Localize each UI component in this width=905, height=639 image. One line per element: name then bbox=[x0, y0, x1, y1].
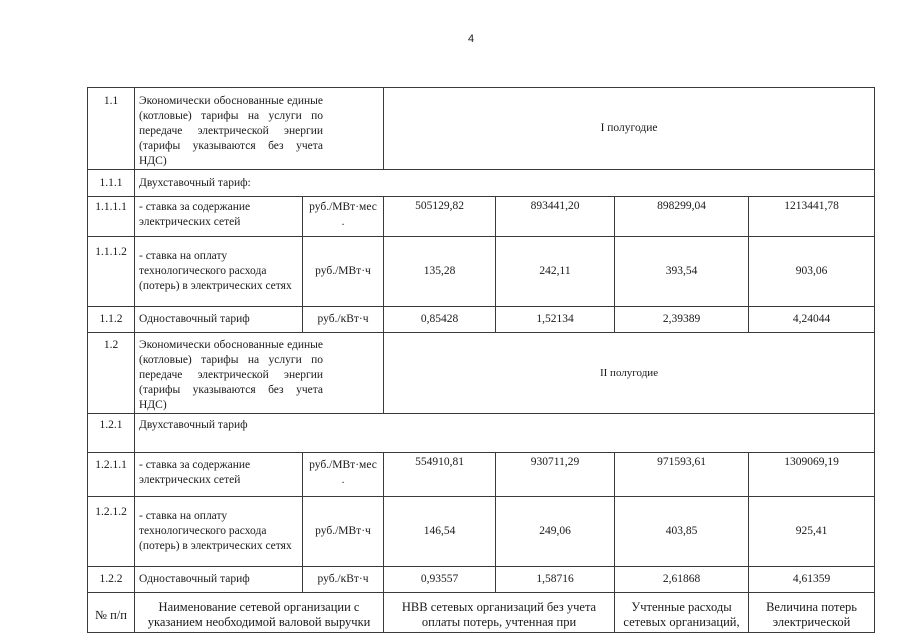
row-number: 1.2.2 bbox=[88, 567, 135, 593]
header-losses: Величина потерь электрической bbox=[749, 593, 875, 633]
value-cell: 4,24044 bbox=[749, 307, 875, 333]
row-name: Двухставочный тариф bbox=[135, 414, 875, 453]
row-number: 1.2.1.2 bbox=[88, 497, 135, 567]
table-row bbox=[88, 197, 875, 237]
row-number: 1.2.1.1 bbox=[88, 453, 135, 497]
table-row bbox=[88, 414, 875, 453]
value-cell: 146,54 bbox=[384, 497, 496, 567]
row-name: - ставка за содержание электрических сетей bbox=[135, 453, 303, 497]
page-number: 4 bbox=[467, 33, 475, 45]
period-label: I полугодие bbox=[384, 88, 875, 170]
table-row bbox=[88, 567, 875, 593]
table-row bbox=[88, 453, 875, 497]
table-row bbox=[88, 170, 875, 197]
value-cell: 242,11 bbox=[496, 237, 615, 307]
header-org-name: Наименование сетевой организации с указанием необходимой валовой выручки bbox=[135, 593, 384, 633]
row-name: Двухставочный тариф: bbox=[135, 170, 875, 197]
value-cell: 403,85 bbox=[615, 497, 749, 567]
value-cell: 971593,61 bbox=[615, 453, 749, 497]
value-cell: 893441,20 bbox=[496, 197, 615, 237]
value-cell: 1213441,78 bbox=[749, 197, 875, 237]
unit-cell bbox=[303, 453, 384, 497]
header-nvv: НВВ сетевых организаций без учета оплаты потерь, учтенная при bbox=[384, 593, 615, 633]
table-row bbox=[88, 237, 875, 307]
row-name: - ставка на оплату технологического расхода (потерь) в электрических сетях bbox=[135, 237, 303, 307]
unit-tail: . bbox=[341, 216, 345, 228]
period-label: II полугодие bbox=[384, 333, 875, 414]
unit-label: руб./кВт·ч bbox=[303, 567, 384, 593]
value-cell: 554910,81 bbox=[384, 453, 496, 497]
value-cell: 135,28 bbox=[384, 237, 496, 307]
header-expenses: Учтенные расходы сетевых организаций, bbox=[615, 593, 749, 633]
row-number: 1.2 bbox=[88, 333, 135, 414]
value-cell: 4,61359 bbox=[749, 567, 875, 593]
value-cell: 925,41 bbox=[749, 497, 875, 567]
table-row bbox=[88, 497, 875, 567]
unit-label: руб./МВт·мес bbox=[309, 459, 377, 471]
value-cell: 2,61868 bbox=[615, 567, 749, 593]
row-name: - ставка за содержание электрических сетей bbox=[135, 197, 303, 237]
unit-label: руб./МВт·ч bbox=[303, 237, 384, 307]
unit-label: руб./кВт·ч bbox=[303, 307, 384, 333]
value-cell: 930711,29 bbox=[496, 453, 615, 497]
value-cell: 1309069,19 bbox=[749, 453, 875, 497]
row-number: 1.1.2 bbox=[88, 307, 135, 333]
tariff-table bbox=[87, 87, 875, 633]
row-name: - ставка на оплату технологического расхода (потерь) в электрических сетях bbox=[135, 497, 303, 567]
value-cell: 249,06 bbox=[496, 497, 615, 567]
table-header-row bbox=[88, 593, 875, 633]
table-row bbox=[88, 88, 875, 170]
value-cell: 903,06 bbox=[749, 237, 875, 307]
row-name: Экономически обоснованные единые (котловые) тарифы на услуги по передаче электрической энергии (тарифы указываются без учета НДС) bbox=[135, 333, 384, 414]
table-row bbox=[88, 333, 875, 414]
row-name: Одноставочный тариф bbox=[135, 567, 303, 593]
row-number: 1.1 bbox=[88, 88, 135, 170]
row-name: Одноставочный тариф bbox=[135, 307, 303, 333]
value-cell: 1,52134 bbox=[496, 307, 615, 333]
value-cell: 505129,82 bbox=[384, 197, 496, 237]
value-cell: 0,85428 bbox=[384, 307, 496, 333]
unit-tail: . bbox=[341, 474, 345, 486]
row-number: 1.2.1 bbox=[88, 414, 135, 453]
value-cell: 2,39389 bbox=[615, 307, 749, 333]
row-number: 1.1.1 bbox=[88, 170, 135, 197]
unit-label: руб./МВт·мес bbox=[309, 201, 377, 213]
row-number: 1.1.1.2 bbox=[88, 237, 135, 307]
unit-label: руб./МВт·ч bbox=[303, 497, 384, 567]
value-cell: 393,54 bbox=[615, 237, 749, 307]
row-number: 1.1.1.1 bbox=[88, 197, 135, 237]
header-number: № п/п bbox=[88, 593, 135, 633]
row-name: Экономически обоснованные единые (котловые) тарифы на услуги по передаче электрической энергии (тарифы указываются без учета НДС) bbox=[135, 88, 384, 170]
unit-cell bbox=[303, 197, 384, 237]
value-cell: 1,58716 bbox=[496, 567, 615, 593]
value-cell: 898299,04 bbox=[615, 197, 749, 237]
table-row bbox=[88, 307, 875, 333]
value-cell: 0,93557 bbox=[384, 567, 496, 593]
